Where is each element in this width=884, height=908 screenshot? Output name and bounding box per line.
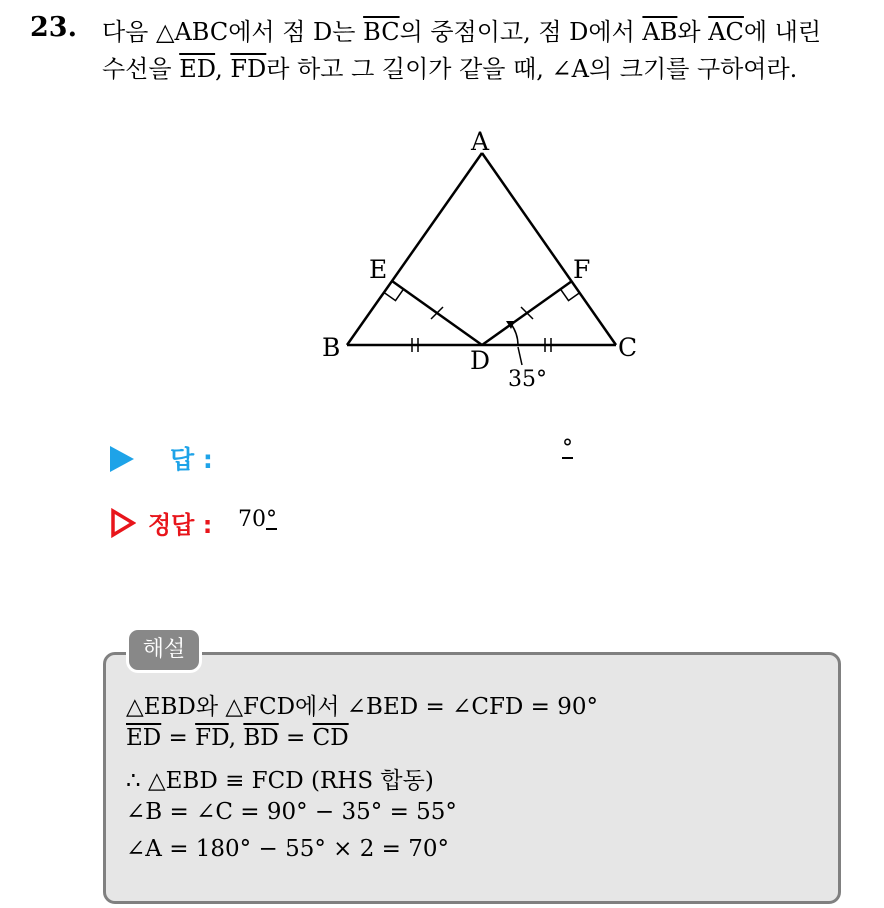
play-arrow-icon bbox=[110, 446, 134, 472]
answer-blank[interactable]: ° bbox=[562, 436, 573, 461]
explanation-line-2: $\overline{ED} = \overline{FD}$, $\overline{BD} = \overline{CD}$ bbox=[126, 725, 349, 751]
explanation-line-4: ∠B = ∠C = 90° − 35° = 55° bbox=[126, 799, 457, 825]
explanation-line-3: ∴ △EBD ≡ FCD (RHS 합동) bbox=[126, 768, 434, 794]
triangle-figure bbox=[300, 125, 660, 399]
question-line-2: 수선을 $\overline{ED}$, $\overline{FD}$라 하고 그 길이가 같을 때, ∠A의 크기를 구하여라. bbox=[102, 55, 798, 83]
vertex-label-d: D bbox=[470, 346, 491, 375]
side-ab bbox=[347, 153, 482, 345]
segment-ed: $\overline{ED}$ bbox=[179, 55, 216, 83]
answer-label: 답 : bbox=[170, 445, 213, 474]
answer-row bbox=[110, 436, 573, 480]
question-line-1: 다음 △ABC에서 점 D는 $\overline{BC}$의 중점이고, 점 D에서 $\overline{AB}$와 $\overline{AC}$에 내린 bbox=[102, 18, 822, 46]
explanation-line-1: △EBD와 △FCD에서 ∠BED = ∠CFD = 90° bbox=[126, 694, 599, 720]
segment-fd: $\overline{FD}$ bbox=[230, 55, 267, 83]
side-ac bbox=[482, 153, 616, 345]
question-number: 23. bbox=[30, 12, 77, 43]
segment-ac: $\overline{AC}$ bbox=[708, 18, 744, 46]
vertex-label-f: F bbox=[573, 255, 591, 284]
correct-answer-row bbox=[110, 505, 510, 545]
angle-label-35: 35° bbox=[508, 367, 547, 392]
segment-bc: $\overline{BC}$ bbox=[363, 18, 400, 46]
explanation-content bbox=[126, 688, 598, 873]
correct-answer-label: 정답 : bbox=[148, 511, 213, 539]
angle-arc-d bbox=[511, 324, 518, 345]
explanation-line-5: ∠A = 180° − 55° × 2 = 70° bbox=[126, 836, 450, 862]
segment-ab: $\overline{AB}$ bbox=[642, 18, 678, 46]
triangle-diagram bbox=[300, 125, 660, 395]
angle-leader bbox=[518, 347, 522, 365]
vertex-label-b: B bbox=[322, 333, 341, 362]
question-text bbox=[102, 14, 882, 88]
vertex-label-e: E bbox=[369, 255, 388, 284]
hollow-arrow-icon bbox=[110, 508, 136, 538]
vertex-label-a: A bbox=[471, 127, 490, 156]
vertex-label-c: C bbox=[618, 333, 638, 362]
correct-answer-value: 70° bbox=[238, 507, 277, 532]
explanation-tab: 해설 bbox=[129, 630, 199, 670]
